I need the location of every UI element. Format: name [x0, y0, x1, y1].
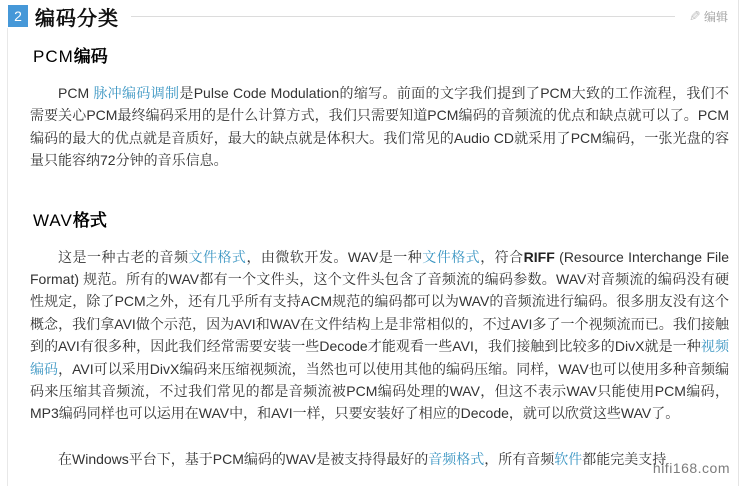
text-run: 在Windows平台下，基于PCM编码的WAV是被支持得最好的 — [58, 450, 429, 467]
text-run: ，AVI可以采用DivX编码来压缩视频流，当然也可以使用其他的编码压缩。同样，WAV也可以使用多种音频编码来压缩其音频流，不过我们常见的都是音频流被PCM编码处理的WAV，但这不表示WAV只能使用PCM编码，MP3编码同样也可以运用在WAV中，和AVI一样，只要安装好了相应的Decode，就可以欣赏这些WAV了。 — [30, 360, 730, 422]
subsection-title-pcm — [33, 42, 738, 67]
text-run: ，符合 — [480, 248, 524, 265]
edit-label: 编辑 — [703, 9, 728, 24]
text-run: 都能完美支持 — [582, 450, 667, 467]
site-watermark: hifi168.com — [652, 460, 730, 476]
left-border-rule — [7, 28, 8, 486]
subsection-title-latin: PCM — [33, 47, 74, 66]
inline-link[interactable]: 文件格式 — [422, 248, 481, 265]
paragraph-pcm — [30, 82, 729, 172]
inline-link[interactable]: 脉冲编码调制 — [93, 85, 180, 101]
text-run: PCM — [58, 85, 94, 101]
text-run: ，由微软开发。WAV是一种 — [246, 248, 423, 265]
bold-term: RIFF — [523, 248, 555, 265]
pencil-icon: ✎ — [689, 7, 701, 24]
inline-link[interactable]: 软件 — [554, 450, 583, 467]
inline-link[interactable]: 视频编码 — [30, 338, 729, 377]
inline-link[interactable]: 文件格式 — [188, 248, 247, 265]
section-header — [0, 0, 738, 28]
page-title: 编码分类 — [35, 7, 119, 30]
section-number-badge: 2 — [8, 5, 28, 27]
paragraph-wav-1 — [30, 246, 729, 425]
text-run: 这是一种古老的音频 — [58, 248, 189, 265]
subsection-title-cn: 编码 — [73, 47, 108, 66]
article-content — [0, 28, 738, 470]
text-run: (Resource Interchange File Format) 规范。所有的WAV都有一个文件头，这个文件头包含了音频流的编码参数。WAV对音频流的编码没有硬性规定，除了PCM之外，还有几乎所有支持ACM规范的编码都可以为WAV的音频流进行编码。很多朋友没有这个概念，我们拿AVI做个示范，因为AVI和WAV在文件结构上是非常相似的，不过AVI多了一个视频流而已。我们接触到的AVI有很多种，因此我们经常需要安装一些Decode才能观看一些AVI，我们接触到比较多的DivX就是一种 — [30, 248, 730, 355]
section-gap — [0, 195, 738, 206]
header-divider — [131, 16, 675, 17]
inline-link[interactable]: 音频格式 — [428, 450, 485, 467]
subsection-title-latin: WAV — [33, 210, 73, 230]
text-run: ，所有音频 — [484, 450, 555, 467]
subsection-title-cn: 格式 — [72, 210, 107, 230]
paragraph-wav-2 — [30, 448, 729, 470]
subsection-title-wav — [33, 206, 738, 231]
edit-button[interactable] — [689, 8, 728, 25]
text-run: 是Pulse Code Modulation的缩写。前面的文字我们提到了PCM大致的工作流程，我们不需要关心PCM最终编码采用的是什么计算方式，我们只需要知道PCM编码的音频流的优点和缺点就可以了。PCM编码的最大的优点就是音质好，最大的缺点就是体积大。我们常见的Audio CD就采用了PCM编码，一张光盘的容量只能容纳72分钟的音乐信息。 — [30, 85, 730, 169]
